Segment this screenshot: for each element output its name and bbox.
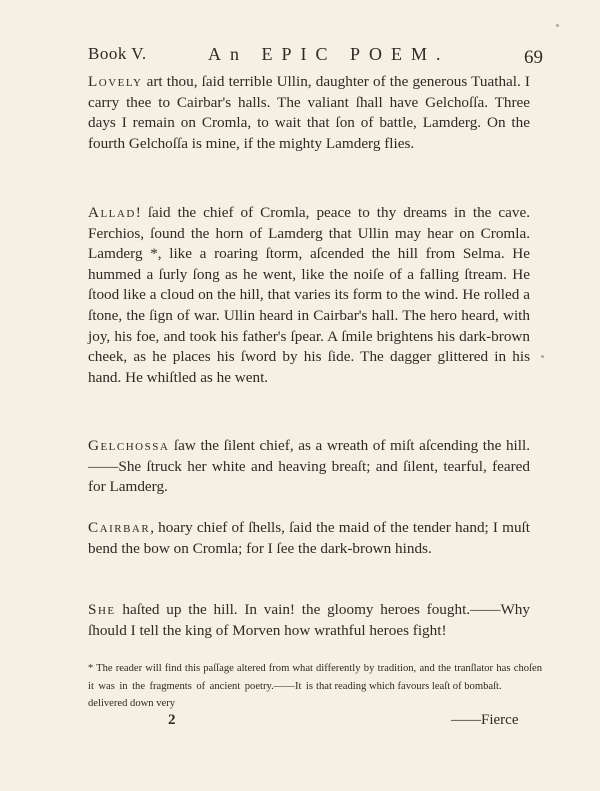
paragraph-gelchossa [88, 436, 530, 498]
book-label: Book V. [88, 44, 147, 63]
running-header [88, 44, 543, 74]
paragraph-text: ! ſaid the chief of Cromla, peace to thy dreams in the cave. Ferchios, ſound the horn of Lamderg that Ullin may hear on Cromla. Lamderg *, like a roaring ſtorm, aſcended the hill from Selma. He hummed a ſurly ſong as he went, like the noiſe of a falling ſtream. He ſtood like a cloud on the hill, that varies its form to the wind. He rolled a ſtone, the ſign of war. Ullin heard in Cairbar's hall. The hero heard, with joy, his foe, and took his father's ſpear. A ſmile brightens his dark-brown cheek, as he places his ſword by his ſide. The dagger glittered in his hand. He whiſtled as he went. [88, 204, 530, 386]
paragraph-lead: She [88, 601, 116, 618]
ink-speck [541, 355, 544, 358]
ink-speck [556, 24, 559, 27]
paragraph-ullin-speech [88, 72, 530, 154]
footnote-column-left: * The reader will find this paſſage altered from what it was in the fragments of ancient poetry.——It is delivered down very [88, 663, 313, 709]
running-title: An EPIC POEM. [208, 44, 450, 64]
paragraph-allad [88, 203, 530, 388]
paragraph-lead: Allad [88, 204, 136, 221]
catchword: ——Fierce [451, 712, 519, 728]
paragraph-text: , hoary chief of ſhells, ſaid the maid of the tender hand; I muſt bend the bow on Cromla; for I ſee the dark-brown hinds. [88, 519, 530, 557]
footnote-column-right: differently by tradition, and the tranſlator has choſen that reading which favours leaſt of bombaſt. [316, 663, 542, 692]
paragraph-text: ſaw the ſilent chief, as a wreath of miſt aſcending the hill.——She ſtruck her white and heaving breaſt; and ſilent, tearful, feared for Lamderg. [88, 437, 530, 496]
paragraph-text: art thou, ſaid terrible Ullin, daughter of the generous Tuathal. I carry thee to Cairbar's halls. The valiant ſhall have Gelchoſſa. Three days I remain on Cromla, to wait that ſon of battle, Lamderg. On the fourth Gelchoſſa is mine, if the mighty Lamderg flies. [88, 73, 530, 152]
signature-mark: 2 [168, 712, 176, 728]
paragraph-lead: Cairbar [88, 519, 151, 536]
paragraph-she-hasted [88, 600, 530, 641]
paragraph-lead: Gelchossa [88, 437, 170, 454]
page-number: 69 [524, 47, 543, 68]
paragraph-text: haſted up the hill. In vain! the gloomy heroes fought.——Why ſhould I tell the king of Morven how wrathful heroes fight! [88, 601, 530, 639]
paragraph-lead: Lovely [88, 73, 143, 90]
paragraph-cairbar [88, 518, 530, 559]
